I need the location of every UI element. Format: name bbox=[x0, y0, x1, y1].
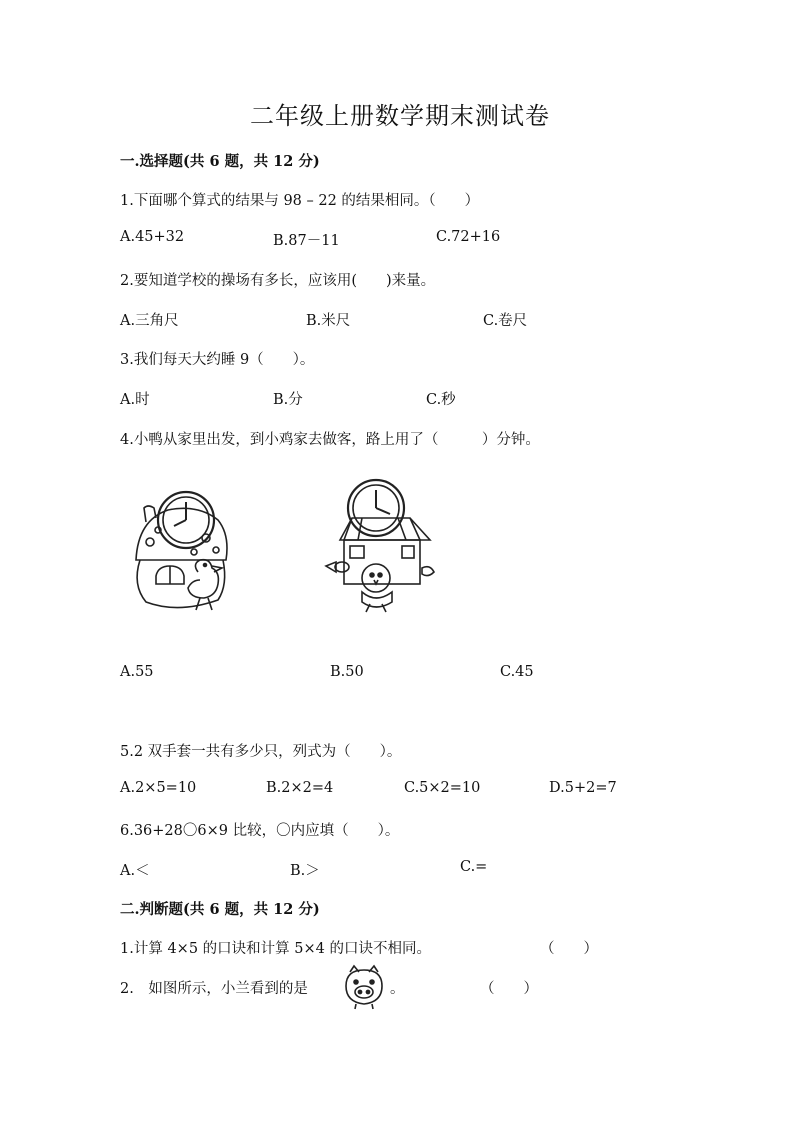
chick-house-svg bbox=[322, 478, 438, 618]
question-6: 6.36+28〇6×9 比较，〇内应填（ ）。 bbox=[120, 823, 400, 839]
judgment-question-2-period: 。 bbox=[390, 981, 405, 997]
q6-option-b[interactable]: B.＞ bbox=[290, 863, 320, 879]
q4-option-c[interactable]: C.45 bbox=[500, 664, 534, 680]
q2-option-c[interactable]: C.卷尺 bbox=[483, 313, 528, 329]
q3-option-a[interactable]: A.时 bbox=[120, 392, 150, 408]
q3-option-c[interactable]: C.秒 bbox=[426, 392, 456, 408]
q3-option-b[interactable]: B.分 bbox=[273, 392, 303, 408]
q1-option-c[interactable]: C.72+16 bbox=[436, 229, 501, 245]
judgment-question-2: 2. 如图所示，小兰看到的是 bbox=[120, 981, 308, 997]
q2-option-b[interactable]: B.米尺 bbox=[306, 313, 351, 329]
question-4: 4.小鸭从家里出发，到小鸡家去做客，路上用了（ ）分钟。 bbox=[120, 432, 540, 448]
judgment-answer-1[interactable]: （ ） bbox=[540, 941, 598, 957]
duck-house-svg bbox=[128, 480, 238, 620]
pig-icon bbox=[340, 962, 388, 1010]
page-title: 二年级上册数学期末测试卷 bbox=[250, 102, 550, 130]
section-heading-choice: 一.选择题(共 6 题，共 12 分) bbox=[120, 153, 320, 170]
question-1: 1.下面哪个算式的结果与 98 – 22 的结果相同。（ ） bbox=[120, 193, 480, 209]
section-heading-judgment: 二.判断题(共 6 题，共 12 分) bbox=[120, 901, 320, 918]
chick-house-image bbox=[322, 478, 438, 618]
q5-option-b[interactable]: B.2×2=4 bbox=[266, 780, 334, 796]
q4-option-a[interactable]: A.55 bbox=[120, 664, 154, 680]
q5-option-c[interactable]: C.5×2=10 bbox=[404, 780, 481, 796]
q5-option-a[interactable]: A.2×5=10 bbox=[120, 780, 197, 796]
question-5: 5.2 双手套一共有多少只，列式为（ ）。 bbox=[120, 744, 402, 760]
question-3: 3.我们每天大约睡 9（ ）。 bbox=[120, 352, 315, 368]
q2-option-a[interactable]: A.三角尺 bbox=[120, 313, 179, 329]
q6-option-a[interactable]: A.＜ bbox=[120, 863, 150, 879]
q5-option-d[interactable]: D.5+2=7 bbox=[549, 780, 617, 796]
q1-option-b[interactable]: B.87－11 bbox=[273, 233, 340, 249]
q4-option-b[interactable]: B.50 bbox=[330, 664, 364, 680]
q6-option-c[interactable]: C.= bbox=[460, 859, 488, 875]
duck-house-image bbox=[128, 480, 238, 620]
judgment-question-1: 1.计算 4×5 的口诀和计算 5×4 的口诀不相同。 bbox=[120, 941, 431, 957]
question-2: 2.要知道学校的操场有多长，应该用( )来量。 bbox=[120, 273, 436, 289]
q1-option-a[interactable]: A.45+32 bbox=[120, 229, 185, 245]
pig-face-svg bbox=[340, 962, 388, 1010]
judgment-answer-2[interactable]: （ ） bbox=[480, 981, 538, 997]
